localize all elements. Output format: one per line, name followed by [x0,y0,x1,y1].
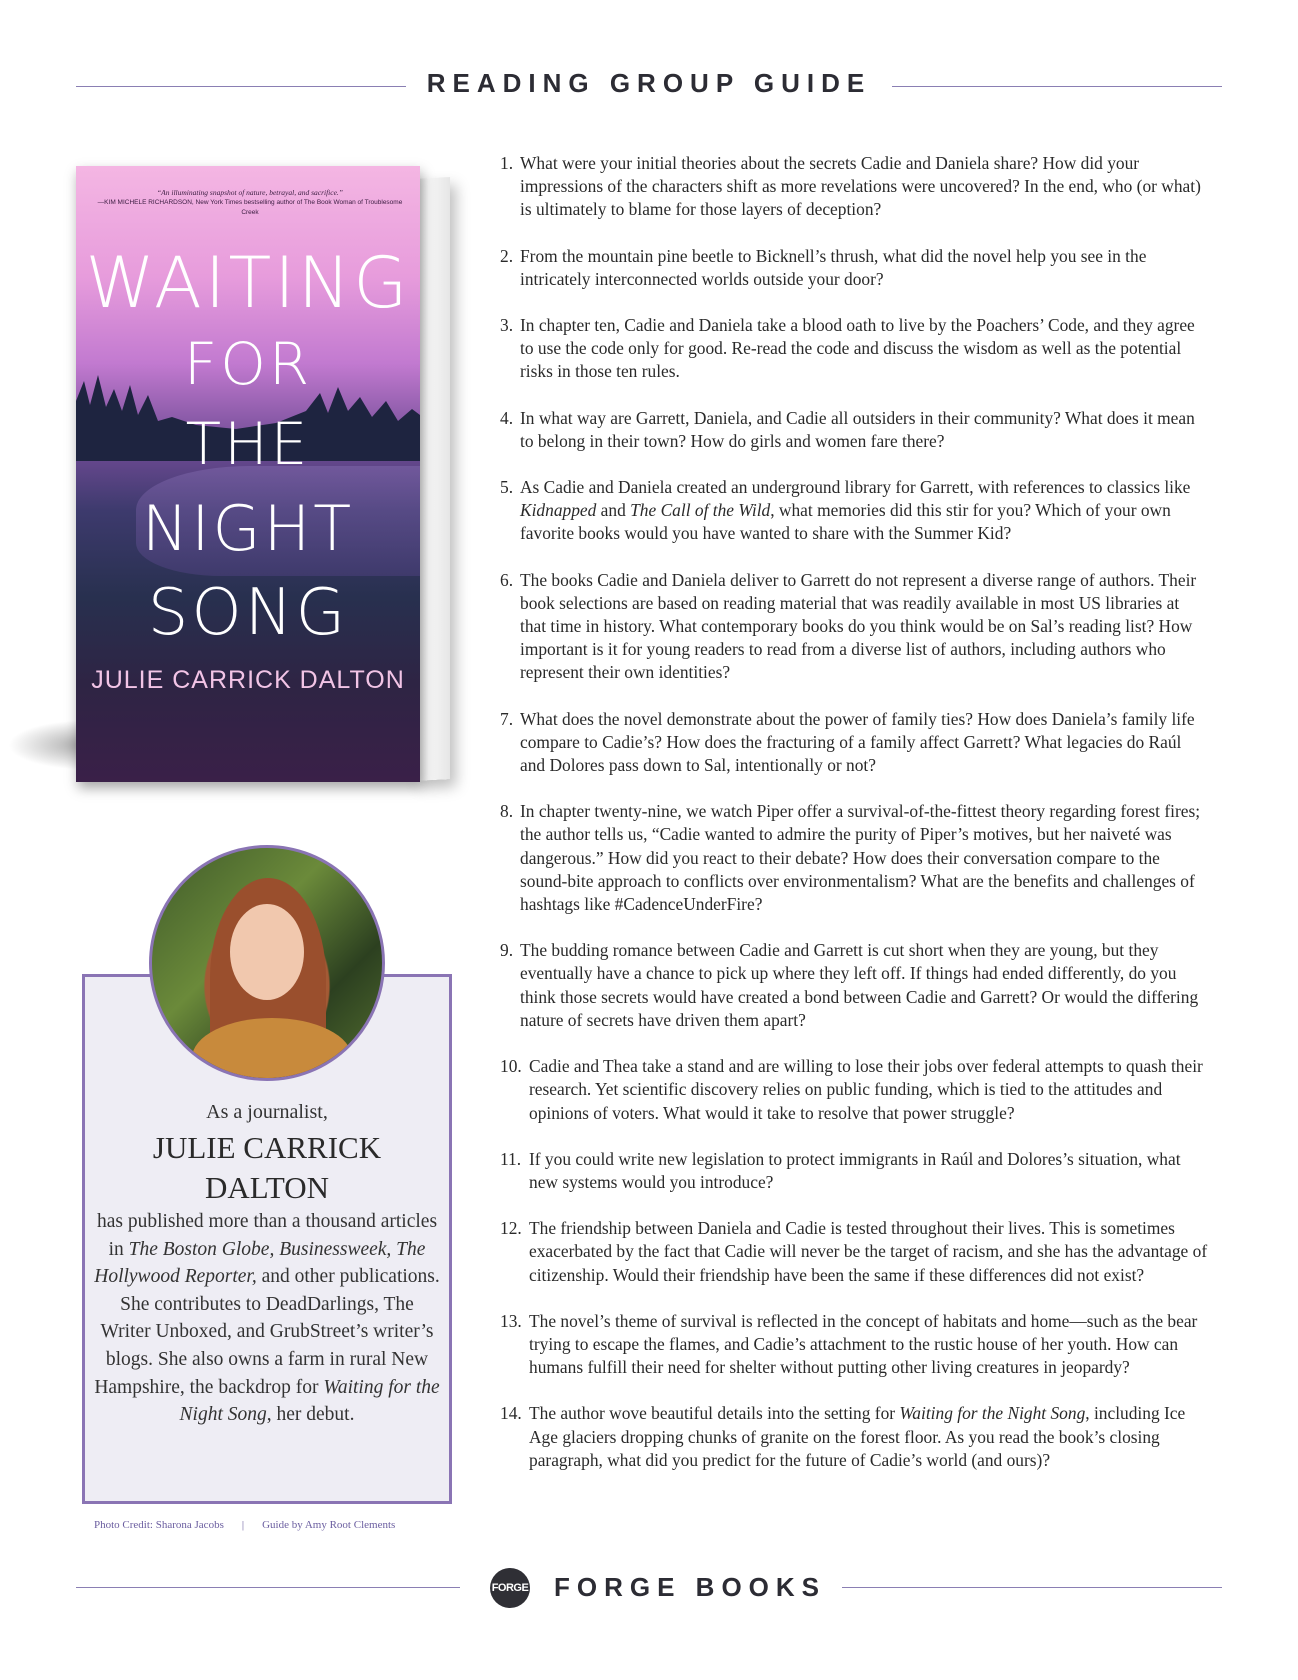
question-item [500,939,1208,1032]
question-text: Cadie and Thea take a stand and are willing to lose their jobs over federal attempts to quash their research. Yet scientific discovery relies on public funding, which is tied to the attitudes and opinions of voters. What would it take to resolve that power struggle? [529,1056,1203,1123]
header-rule-right [892,86,1222,87]
question-item [500,1310,1208,1380]
question-item [500,152,1208,222]
question-number: 13. [500,1310,522,1331]
question-number: 1. [500,153,514,173]
bio-part-italic: The Boston Globe, Businessweek, The Hollywood Reporter, [94,1238,426,1288]
page-footer [76,1566,1222,1610]
question-item [500,314,1208,384]
book-title-italic: The Call of the Wild [630,500,771,521]
publisher-name: FORGE BOOKS [554,1572,827,1602]
question-number: 10. [500,1056,522,1077]
question-item [500,1217,1208,1287]
question-text-part: As Cadie and Daniela created an underground library for Garrett, with references to classics like [520,477,1191,498]
question-number: 9. [500,940,514,961]
author-bio [94,1098,440,1429]
question-item [500,708,1208,778]
question-item [500,1148,1208,1194]
question-text-part: , what memories did this stir for you? Which of your own favorite books would you have wanted to share with the Summer Kid? [520,500,1171,544]
question-item [500,800,1208,916]
cover-title-line: FOR [183,330,313,398]
cover-author: JULIE CARRICK DALTON [91,666,405,694]
cover-blurb-attribution: —KIM MICHELE RICHARDSON, New York Times bestselling author of The Book Woman of Troublesome Creek [97,199,403,216]
question-number: 6. [500,569,514,590]
cover-title-line: NIGHT [141,492,355,565]
book-title-italic: Kidnapped [520,500,597,521]
question-number: 4. [500,407,514,428]
bio-part: has published more than a thousand articles in [96,1211,438,1260]
question-number: 11. [500,1148,522,1169]
question-item [500,407,1208,453]
bio-part: and other publications. She contributes to DeadDarlings, The Writer Unboxed, and GrubStreet’s writer’s blogs. She also owns a farm in rural New Hampshire, the backdrop for [94,1266,440,1398]
question-text: What were your initial theories about the secrets Cadie and Daniela share? How did your impressions of the characters shift as more revelations were uncovered? In the end, who (or what) is ultimately to blame for those layers of deception? [520,153,1201,220]
question-item [500,476,1208,546]
question-text: The novel’s theme of survival is reflected in the concept of habitats and home—such as the bear trying to escape the flames, and Cadie’s attachment to the rustic house of her youth. How can humans fulfill their need for shelter without putting other living creatures in jeopardy? [529,1310,1198,1378]
question-text-part: and [596,500,631,521]
question-item [500,569,1208,685]
question-text: The friendship between Daniela and Cadie is tested throughout their lives. This is sometimes exacerbated by the fact that Cadie will never be the target of racism, and she has the advantage of citizenship. Would their friendship have been the same if these differences did not exist? [529,1218,1208,1285]
author-bio-text [94,1208,440,1429]
book-cover-image [8,160,478,790]
question-text: If you could write new legislation to protect immigrants in Raúl and Dolores’s situation, what new systems would you introduce? [529,1148,1181,1192]
book-cover [76,166,420,782]
bio-part: , her debut. [266,1404,355,1426]
question-number: 2. [500,245,514,266]
question-item [500,245,1208,291]
author-photo [149,845,385,1081]
question-text: What does the novel demonstrate about the power of family ties? How does Daniela’s family life compare to Cadie’s? How does the fracturing of a family affect Garrett? What legacies do Raúl and Dolores pass down to Sal, intentionally or not? [520,708,1195,776]
author-photo-face [230,904,304,1000]
footer-rule-left [76,1587,460,1588]
page-header [76,68,1222,108]
question-number: 8. [500,801,514,822]
question-text-part: , including Ice Age glaciers dropping chunks of granite on the forest floor. As you read the book’s closing paragraph, what did you predict for the future of Cadie’s world (and ours)? [529,1403,1186,1470]
question-number: 5. [500,477,514,498]
photo-credit: Photo Credit: Sharona Jacobs [94,1519,224,1531]
cover-blurb [90,188,410,218]
cover-title-line: SONG [147,576,349,650]
author-intro: As a journalist, [206,1101,328,1123]
question-number: 14. [500,1403,522,1424]
book-title-italic: Waiting for the Night Song [899,1403,1086,1424]
question-text: The books Cadie and Daniela deliver to Garrett do not represent a diverse range of authors. Their book selections are based on reading material that was readily available in most US libraries at that time in history. What contemporary books do you think would be on Sal’s reading list? How important is it for young readers to read from a diverse list of authors, including authors who represent their own identities? [520,569,1197,683]
question-item [500,1402,1208,1472]
question-text: The budding romance between Cadie and Garrett is cut short when they are young, but they eventually have a chance to pick up where they left off. If things had ended differently, do you think those secrets would have created a bond between Cadie and Garrett? Or would the differing nature of secrets have driven them apart? [520,940,1199,1030]
question-text: In what way are Garrett, Daniela, and Cadie all outsiders in their community? What does it mean to belong in their town? How do girls and women fare there? [520,407,1195,451]
author-name: JULIE CARRICK DALTON [152,1130,382,1205]
question-text: From the mountain pine beetle to Bicknell’s thrush, what did the novel help you see in the intricately interconnected worlds outside your door? [520,245,1147,289]
cover-title-line: WAITING [85,242,411,324]
cover-blurb-quote: “An illuminating snapshot of nature, betrayal, and sacrifice.” [157,188,343,197]
question-number: 7. [500,708,514,729]
question-item [500,1055,1208,1125]
question-text-part: The author wove beautiful details into the setting for [529,1403,900,1424]
question-number: 12. [500,1218,522,1239]
cover-title-line: THE [185,410,311,478]
question-list [500,152,1208,1495]
credits-separator: | [241,1519,245,1531]
question-text: In chapter ten, Cadie and Daniela take a blood oath to live by the Poachers’ Code, and they agree to use the code only for good. Re-read the code and discuss the wisdom as well as the potential risks in those ten rules. [520,315,1195,382]
guide-credit: Guide by Amy Root Clements [262,1519,396,1531]
bio-part-italic: Waiting for the Night Song [179,1376,440,1426]
footer-rule-right [842,1587,1222,1588]
credits-line [94,1519,444,1531]
question-text: In chapter twenty-nine, we watch Piper offer a survival-of-the-fittest theory regarding forest fires; the author tells us, “Cadie wanted to admire the purity of Piper’s motives, but her naiveté was dangerous.” How did you react to their debate? How does their conversation compare to the sound-bite approach to conflicts over environmentalism? What are the benefits and challenges of hashtags like #CadenceUnderFire? [520,801,1201,915]
page-title: READING GROUP GUIDE [426,68,872,98]
forge-logo-icon: FORGE [490,1568,530,1608]
question-number: 3. [500,315,514,336]
